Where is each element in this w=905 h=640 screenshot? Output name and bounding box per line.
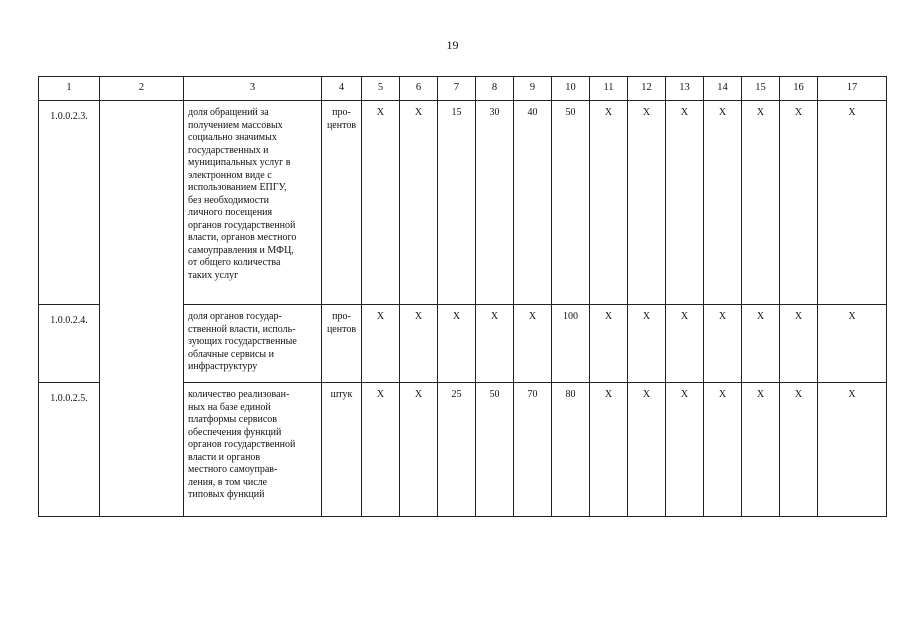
value-cell: X <box>780 101 818 305</box>
value-cell: 15 <box>438 101 476 305</box>
column-number-cell: 2 <box>100 77 184 101</box>
value-cell: X <box>400 101 438 305</box>
value-cell: X <box>666 101 704 305</box>
value-cell: X <box>742 383 780 517</box>
indicator-name: доля обращений за получением массовых социально значимых государственных и муниципальных услуг в электронном виде с использованием ЕПГУ, без необходимости личного посещения органов государственной власти, органов местного самоуправления и МФЦ, от общего количества таких услуг <box>184 101 322 305</box>
unit-cell: про- центов <box>322 305 362 383</box>
column-number-cell: 14 <box>704 77 742 101</box>
value-cell: 40 <box>514 101 552 305</box>
value-cell: X <box>780 383 818 517</box>
value-cell: X <box>818 101 887 305</box>
value-cell: X <box>742 101 780 305</box>
value-cell: X <box>704 305 742 383</box>
indicator-name: количество реализован- ных на базе единой платформы сервисов обеспечения функций органов государственной власти и органов местного самоуправ- ления, в том числе типовых функций <box>184 383 322 517</box>
value-cell: X <box>362 101 400 305</box>
value-cell: X <box>780 305 818 383</box>
value-cell: X <box>400 383 438 517</box>
page-number: 19 <box>446 38 459 52</box>
column-number-cell: 6 <box>400 77 438 101</box>
table-row <box>39 101 887 305</box>
column-number-cell: 8 <box>476 77 514 101</box>
value-cell: X <box>704 383 742 517</box>
value-cell: X <box>818 305 887 383</box>
column-number-cell: 15 <box>742 77 780 101</box>
value-cell: X <box>362 383 400 517</box>
value-cell: X <box>438 305 476 383</box>
value-cell: 30 <box>476 101 514 305</box>
value-cell: X <box>818 383 887 517</box>
column-number-cell: 16 <box>780 77 818 101</box>
value-cell: X <box>628 383 666 517</box>
indicator-table <box>38 76 887 517</box>
value-cell: X <box>742 305 780 383</box>
value-cell: X <box>704 101 742 305</box>
value-cell: 50 <box>552 101 590 305</box>
value-cell: X <box>628 305 666 383</box>
column-number-cell: 12 <box>628 77 666 101</box>
column-number-cell: 1 <box>39 77 100 101</box>
value-cell: X <box>590 383 628 517</box>
column-number-row <box>39 77 887 101</box>
value-cell: 50 <box>476 383 514 517</box>
column-number-cell: 3 <box>184 77 322 101</box>
value-cell: 100 <box>552 305 590 383</box>
column-number-cell: 7 <box>438 77 476 101</box>
column-number-cell: 10 <box>552 77 590 101</box>
value-cell: 70 <box>514 383 552 517</box>
column-number-cell: 11 <box>590 77 628 101</box>
value-cell: X <box>666 383 704 517</box>
value-cell: X <box>666 305 704 383</box>
column-number-cell: 4 <box>322 77 362 101</box>
indicator-code: 1.0.0.2.5. <box>39 383 100 517</box>
value-cell: X <box>400 305 438 383</box>
column-number-cell: 17 <box>818 77 887 101</box>
value-cell: 25 <box>438 383 476 517</box>
value-cell: 80 <box>552 383 590 517</box>
column-number-cell: 9 <box>514 77 552 101</box>
unit-cell: штук <box>322 383 362 517</box>
value-cell: X <box>590 101 628 305</box>
value-cell: X <box>362 305 400 383</box>
unit-cell: про- центов <box>322 101 362 305</box>
indicator-code: 1.0.0.2.3. <box>39 101 100 305</box>
value-cell: X <box>476 305 514 383</box>
value-cell: X <box>590 305 628 383</box>
goal-cell-empty <box>100 101 184 517</box>
indicator-code: 1.0.0.2.4. <box>39 305 100 383</box>
column-number-cell: 13 <box>666 77 704 101</box>
value-cell: X <box>514 305 552 383</box>
value-cell: X <box>628 101 666 305</box>
indicator-name: доля органов государ- ственной власти, исполь- зующих государственные облачные сервисы и инфраструктуру <box>184 305 322 383</box>
column-number-cell: 5 <box>362 77 400 101</box>
